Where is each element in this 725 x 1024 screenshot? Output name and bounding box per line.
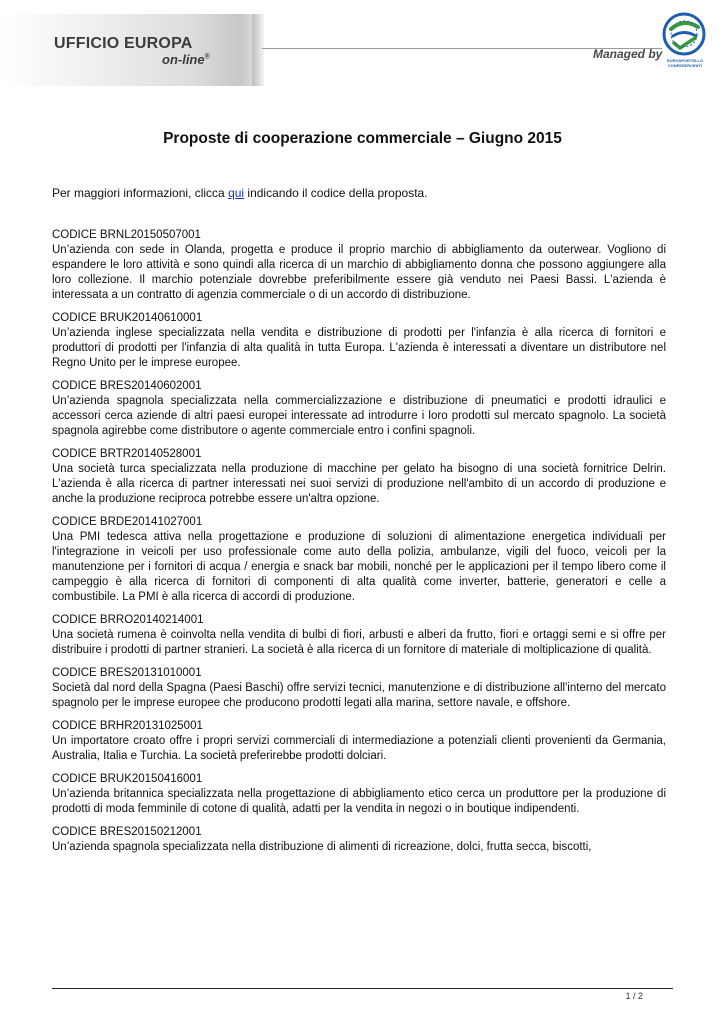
proposal-item (52, 447, 666, 507)
header-banner-edge (252, 14, 264, 86)
info-link[interactable]: qui (228, 186, 245, 200)
intro-text-before: Per maggiori informazioni, clicca (52, 186, 229, 200)
proposal-description: Una PMI tedesca attiva nella progettazione e produzione di soluzioni di alimentazione energetica individuali per l'integrazione in veicoli per uso professionale come auto della polizia, ambulanze, vigili del fuoco, veicoli per la manutenzione per i fornitori di acqua / energia e snack bar mobili, nonché per le applicazioni per il tempo libero come il campeggio è alla ricerca di fornitori di componenti di alta qualità come inverter, batterie, generatori e celle a combustibile. La PMI è alla ricerca di accordi di produzione. (52, 531, 666, 603)
proposal-item (52, 772, 666, 817)
proposal-item (52, 613, 666, 658)
brand-subtitle-text: on-line (162, 52, 205, 67)
brand-subtitle (162, 52, 210, 67)
proposal-code: CODICE BRRO20140214001 (52, 614, 204, 626)
proposal-description: Un’azienda spagnola specializzata nella commercializzazione e distribuzione di pneumatici e prodotti idraulici e accessori cerca aziende di altri paesi europei interessate ad introdurre i loro prodotti sul mercato spagnolo. La società spagnola agirebbe come distributore o agente commerciale entro i confini spagnoli. (52, 395, 666, 437)
page-header (0, 0, 725, 90)
proposal-code: CODICE BRUK20140610001 (52, 312, 203, 324)
registered-mark: ® (204, 53, 210, 61)
proposal-code: CODICE BRES20131010001 (52, 667, 202, 679)
page-number: 1 / 2 (625, 991, 643, 1001)
proposal-description: Un’azienda spagnola specializzata nella distribuzione di alimenti di ricreazione, dolci, frutta secca, biscotti, (52, 841, 592, 853)
logo-caption: EUROSPORTELLO CONFESERCENTI (666, 58, 703, 68)
eurosportello-logo-icon (662, 12, 706, 58)
document-title: Proposte di cooperazione commerciale – Giugno 2015 (163, 130, 562, 147)
proposal-description: Una società rumena è coinvolta nella vendita di bulbi di fiori, arbusti e alberi da frutto, fiori e ortaggi semi e si offre per distribuire i prodotti di partner stranieri. La società è alla ricerca di un fornitore di materiale di moltiplicazione di qualità. (52, 629, 666, 656)
proposal-item (52, 311, 666, 371)
proposal-description: Un importatore croato offre i propri servizi commerciali di intermediazione a potenziali clienti provenienti da Germania, Australia, Italia e Turchia. La società preferirebbe prodotti dolciari. (52, 735, 666, 762)
proposal-item (52, 228, 666, 303)
proposal-list (52, 228, 666, 950)
proposal-description: Società dal nord della Spagna (Paesi Baschi) offre servizi tecnici, manutenzione e di distribuzione all'interno del mercato spagnolo per le imprese europee che producono prodotti legati alla marina, settore navale, e offshore. (52, 682, 666, 709)
brand-title: UFFICIO EUROPA (54, 35, 193, 52)
proposal-code: CODICE BRDE20141027001 (52, 516, 203, 528)
proposal-item (52, 719, 666, 764)
proposal-code: CODICE BRUK20150416001 (52, 773, 203, 785)
footer-divider (52, 988, 673, 989)
proposal-description: Un’azienda con sede in Olanda, progetta e produce il proprio marchio di abbigliamento da outerwear. Vogliono di espandere le loro attività e sono quindi alla ricerca di un marchio di abbigliamento donna che possono aggiungere alla loro collezione. Il marchio potenziale dovrebbe preferibilmente essere già venduto nei Paesi Bassi. L'azienda è interessata a un contratto di agenzia commerciale o di un accordo di distribuzione. (52, 244, 666, 301)
proposal-description: Un’azienda britannica specializzata nella progettazione di abbigliamento etico cerca un produttore per la produzione di prodotti di moda femminile di cotone di qualità, adatti per la vendita in negozi o in boutique indipendenti. (52, 788, 666, 815)
proposal-code: CODICE BRES20140602001 (52, 380, 202, 392)
proposal-item (52, 379, 666, 439)
intro-paragraph (52, 186, 672, 201)
proposal-item (52, 666, 666, 711)
intro-text-after: indicando il codice della proposta. (244, 186, 428, 200)
proposal-code: CODICE BRES20150212001 (52, 826, 202, 838)
proposal-item (52, 515, 666, 605)
proposal-code: CODICE BRTR20140528001 (52, 448, 202, 460)
proposal-item (52, 825, 666, 855)
proposal-code: CODICE BRNL20150507001 (52, 229, 201, 241)
proposal-description: Una società turca specializzata nella produzione di macchine per gelato ha bisogno di una società fornitrice Delrin. L'azienda è alla ricerca di partner interessati nei suoi servizi di produzione nell'ambito di un accordo di produzione e anche la produzione reciproca potrebbe essere un'altra opzione. (52, 463, 666, 505)
proposal-code: CODICE BRHR20131025001 (52, 720, 203, 732)
proposal-description: Un’azienda inglese specializzata nella vendita e distribuzione di prodotti per l'infanzia è alla ricerca di fornitori e produttori di prodotti per l'infanzia di alta qualità in tutta Europa. L'azienda è interessati a diventare un distributore nel Regno Unito per le imprese europee. (52, 327, 666, 369)
managed-by-label: Managed by (593, 47, 663, 61)
